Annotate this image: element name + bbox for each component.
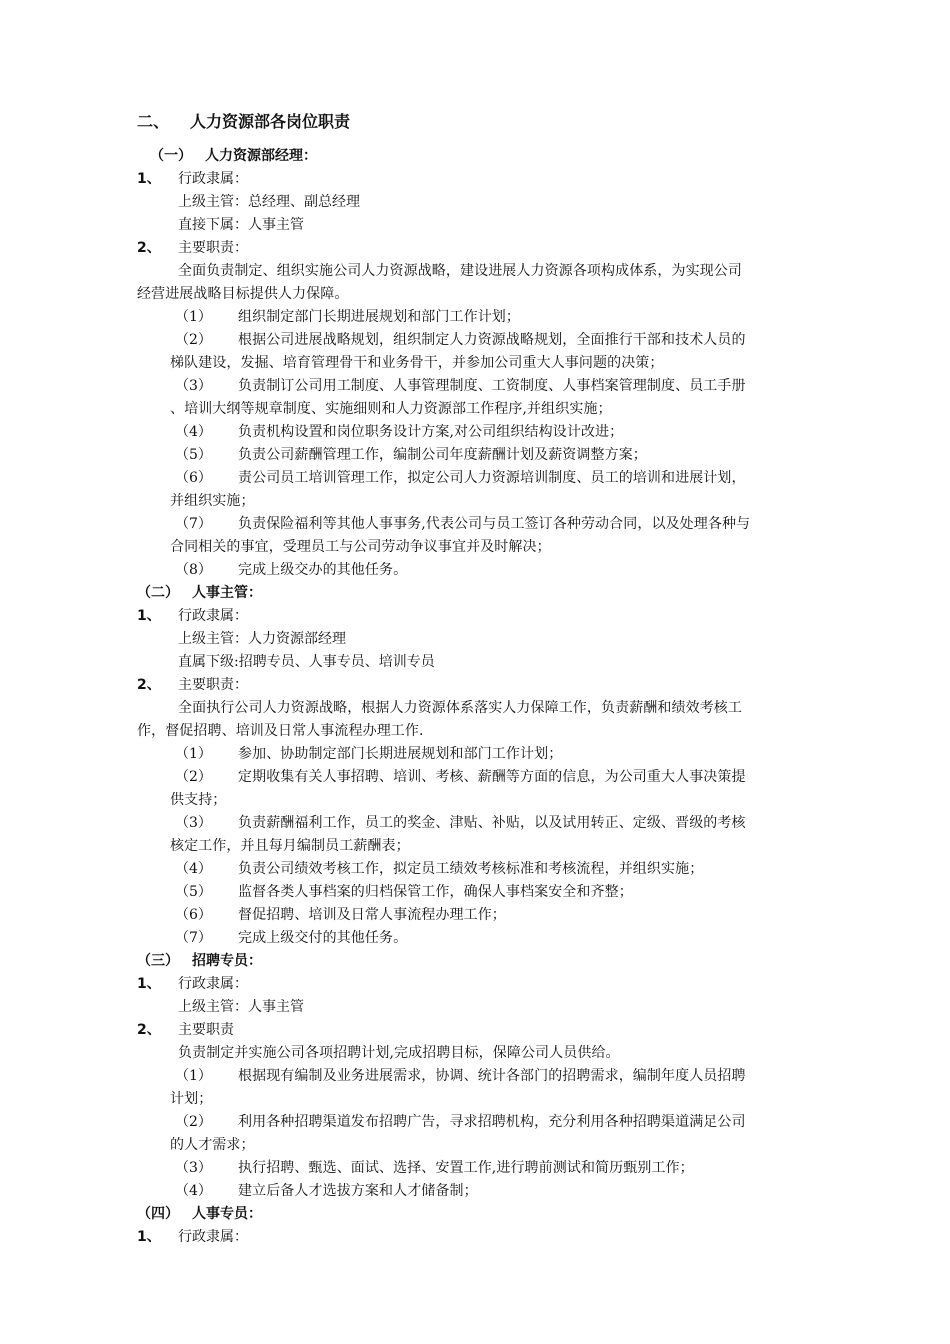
s1-duty-text: 、培训大纲等规章制度、实施细则和人力资源部工作程序,并组织实施； <box>170 401 612 417</box>
s1-duty-text: 根据公司进展战略规划，组织制定人力资源战略规划，全面推行干部和技术人员的 <box>238 332 746 348</box>
section-1-number: （一） <box>150 148 192 164</box>
s1-intro-line: 全面负责制定、组织实施公司人力资源战略，建设进展人力资源各项构成体系，为实现公司 <box>178 263 742 279</box>
s1-duty-text: 组织制定部门长期进展规划和部门工作计划； <box>238 309 520 325</box>
s3-duty-text: 的人才需求； <box>170 1137 255 1153</box>
s2-duty-text: 定期收集有关人事招聘、培训、考核、薪酬等方面的信息，为公司重大人事决策提 <box>238 769 746 785</box>
s3-duty-text: 根据现有编制及业务进展需求，协调、统计各部门的招聘需求，编制年度人员招聘 <box>238 1068 746 1084</box>
s2-duty-text: 完成上级交付的其他任务。 <box>238 930 408 946</box>
s2-item-1-number: 1、 <box>137 608 161 624</box>
s2-subordinate: 直属下级:招聘专员、人事专员、培训专员 <box>178 654 435 670</box>
s1-duties-label: 主要职责： <box>178 240 248 256</box>
s2-superior: 上级主管：人力资源部经理 <box>178 631 346 647</box>
s1-duty-number: （7） <box>175 516 212 532</box>
s1-duty-text: 负责公司薪酬管理工作，编制公司年度薪酬计划及薪资调整方案； <box>238 447 647 463</box>
s1-duty-number: （2） <box>175 332 212 348</box>
s1-subordinate: 直接下属：人事主管 <box>178 217 304 233</box>
s2-duty-number: （4） <box>175 861 212 877</box>
s2-duty-text: 负责公司绩效考核工作，拟定员工绩效考核标准和考核流程，并组织实施； <box>238 861 704 877</box>
s1-duty-number: （3） <box>175 378 212 394</box>
s2-duties-label: 主要职责： <box>178 677 248 693</box>
s2-duty-text: 参加、协助制定部门长期进展规划和部门工作计划； <box>238 746 563 762</box>
section-3-number: （三） <box>137 953 179 969</box>
s1-duty-number: （4） <box>175 424 212 440</box>
s3-duty-number: （1） <box>175 1068 212 1084</box>
s3-duty-text: 执行招聘、甄选、面试、选择、安置工作,进行聘前测试和简历甄别工作； <box>238 1160 694 1176</box>
s1-duty-text: 负责保险福利等其他人事事务,代表公司与员工签订各种劳动合同，以及处理各种与 <box>238 516 751 532</box>
s3-duties-label: 主要职责 <box>178 1022 234 1038</box>
s3-duty-text: 建立后备人才选拔方案和人才储备制； <box>238 1183 478 1199</box>
s2-intro-line: 全面执行公司人力资源战略，根据人力资源体系落实人力保障工作，负责薪酬和绩效考核工 <box>178 700 742 716</box>
s3-superior: 上级主管：人事主管 <box>178 999 304 1015</box>
s3-item-2-number: 2、 <box>137 1022 161 1038</box>
s2-admin-label: 行政隶属： <box>178 608 248 624</box>
s3-duty-text: 计划； <box>170 1091 213 1107</box>
s2-intro-line: 作，督促招聘、培训及日常人事流程办理工作. <box>137 723 424 739</box>
s4-item-1-number: 1、 <box>137 1229 161 1245</box>
s1-intro-line: 经营进展战略目标提供人力保障。 <box>137 286 349 302</box>
section-4-number: （四） <box>137 1206 179 1222</box>
section-4-heading: 人事专员： <box>192 1206 262 1222</box>
s3-item-1-number: 1、 <box>137 976 161 992</box>
s2-duty-number: （2） <box>175 769 212 785</box>
s1-duty-number: （8） <box>175 562 212 578</box>
s4-admin-label: 行政隶属： <box>178 1229 248 1245</box>
s3-intro-line: 负责制定并实施公司各项招聘计划,完成招聘目标，保障公司人员供给。 <box>178 1045 620 1061</box>
section-1-heading: 人力资源部经理： <box>205 148 317 164</box>
s1-item-1-number: 1、 <box>137 171 161 187</box>
s1-item-2-number: 2、 <box>137 240 161 256</box>
s2-item-2-number: 2、 <box>137 677 161 693</box>
doc-title-number: 二、 <box>137 112 170 131</box>
s1-duty-number: （6） <box>175 470 212 486</box>
s1-duty-text: 负责机构设置和岗位职务设计方案,对公司组织结构设计改进； <box>238 424 624 440</box>
s3-admin-label: 行政隶属： <box>178 976 248 992</box>
s2-duty-number: （3） <box>175 815 212 831</box>
s1-duty-text: 完成上级交办的其他任务。 <box>238 562 408 578</box>
s1-duty-text: 梯队建设，发掘、培育管理骨干和业务骨干，并参加公司重大人事问题的决策； <box>170 355 664 371</box>
s1-duty-text: 责公司员工培训管理工作，拟定公司人力资源培训制度、员工的培训和进展计划， <box>238 470 746 486</box>
s2-duty-text: 督促招聘、培训及日常人事流程办理工作； <box>238 907 506 923</box>
s2-duty-number: （7） <box>175 930 212 946</box>
s2-duty-text: 监督各类人事档案的归档保管工作，确保人事档案安全和齐整； <box>238 884 633 900</box>
s1-duty-text: 并组织实施； <box>170 493 255 509</box>
s1-superior: 上级主管：总经理、副总经理 <box>178 194 360 210</box>
s3-duty-number: （3） <box>175 1160 212 1176</box>
s2-duty-number: （1） <box>175 746 212 762</box>
section-3-heading: 招聘专员： <box>192 953 262 969</box>
s3-duty-text: 利用各种招聘渠道发布招聘广告，寻求招聘机构，充分利用各种招聘渠道满足公司 <box>238 1114 746 1130</box>
s2-duty-number: （6） <box>175 907 212 923</box>
s2-duty-text: 核定工作，并且每月编制员工薪酬表； <box>170 838 410 854</box>
section-2-number: （二） <box>137 585 179 601</box>
s1-duty-number: （5） <box>175 447 212 463</box>
s2-duty-text: 供支持； <box>170 792 227 808</box>
s1-duty-text: 负责制订公司用工制度、人事管理制度、工资制度、人事档案管理制度、员工手册 <box>238 378 746 394</box>
s1-admin-label: 行政隶属： <box>178 171 248 187</box>
s2-duty-number: （5） <box>175 884 212 900</box>
s1-duty-text: 合同相关的事宜，受理员工与公司劳动争议事宜并及时解决； <box>170 539 551 555</box>
s1-duty-number: （1） <box>175 309 212 325</box>
s3-duty-number: （2） <box>175 1114 212 1130</box>
s3-duty-number: （4） <box>175 1183 212 1199</box>
doc-title: 人力资源部各岗位职责 <box>190 112 351 131</box>
section-2-heading: 人事主管： <box>192 585 262 601</box>
s2-duty-text: 负责薪酬福利工作，员工的奖金、津贴、补贴，以及试用转正、定级、晋级的考核 <box>238 815 746 831</box>
